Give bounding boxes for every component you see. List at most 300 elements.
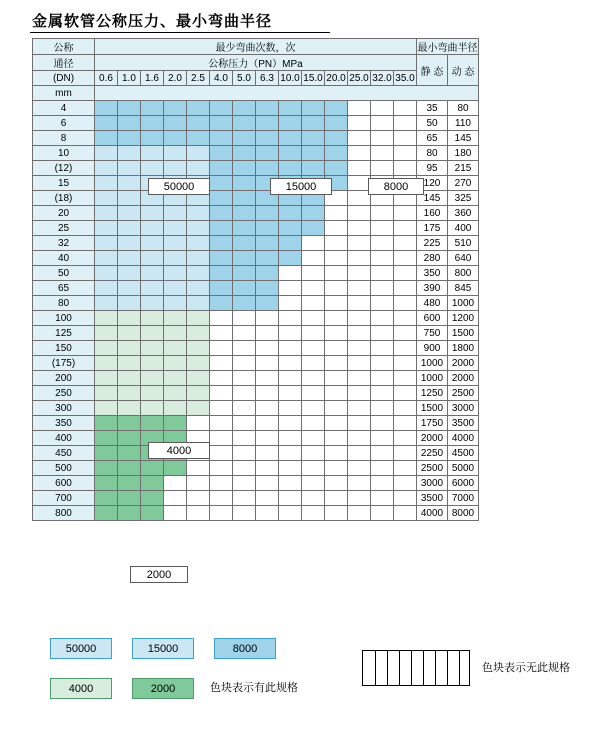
cell-r5-c6 bbox=[233, 176, 256, 191]
cell-r13-c12 bbox=[371, 296, 394, 311]
cell-r8-c7 bbox=[256, 221, 279, 236]
cell-r10-c7 bbox=[256, 251, 279, 266]
cell-r1-c7 bbox=[256, 116, 279, 131]
cell-r12-c3 bbox=[164, 281, 187, 296]
cell-r23-c9 bbox=[302, 446, 325, 461]
cell-r0-c12 bbox=[371, 101, 394, 116]
cell-r18-c11 bbox=[348, 371, 371, 386]
row-dynamic-radius: 4000 bbox=[448, 431, 479, 446]
cell-r25-c0 bbox=[95, 476, 118, 491]
cell-r2-c1 bbox=[118, 131, 141, 146]
cell-r9-c12 bbox=[371, 236, 394, 251]
cell-r13-c10 bbox=[325, 296, 348, 311]
cell-r16-c12 bbox=[371, 341, 394, 356]
row-dn: 100 bbox=[33, 311, 95, 326]
cell-r8-c1 bbox=[118, 221, 141, 236]
cell-r18-c7 bbox=[256, 371, 279, 386]
header-pressure-col-9: 15.0 bbox=[303, 72, 323, 84]
cell-r19-c13 bbox=[394, 386, 417, 401]
cell-r9-c13 bbox=[394, 236, 417, 251]
cell-r12-c11 bbox=[348, 281, 371, 296]
cell-r24-c2 bbox=[141, 461, 164, 476]
row-static-radius: 1000 bbox=[417, 356, 448, 371]
cell-r3-c10 bbox=[325, 146, 348, 161]
row-dynamic-radius: 80 bbox=[448, 101, 479, 116]
cell-r22-c12 bbox=[371, 431, 394, 446]
cell-r7-c11 bbox=[348, 206, 371, 221]
cell-r2-c5 bbox=[210, 131, 233, 146]
cell-r17-c13 bbox=[394, 356, 417, 371]
cell-r4-c2 bbox=[141, 161, 164, 176]
header-pressure-col-2: 1.6 bbox=[141, 71, 164, 86]
cell-r20-c2 bbox=[141, 401, 164, 416]
row-dn: 400 bbox=[33, 431, 95, 446]
header-static: 静 态 bbox=[417, 55, 448, 86]
cell-r27-c0 bbox=[95, 506, 118, 521]
cell-r8-c11 bbox=[348, 221, 371, 236]
cell-r20-c10 bbox=[325, 401, 348, 416]
table-row bbox=[33, 461, 479, 476]
row-dynamic-radius: 6000 bbox=[448, 476, 479, 491]
cell-r23-c11 bbox=[348, 446, 371, 461]
row-static-radius: 65 bbox=[417, 131, 448, 146]
row-dn: 200 bbox=[33, 371, 95, 386]
cell-r2-c11 bbox=[348, 131, 371, 146]
cell-r9-c11 bbox=[348, 236, 371, 251]
cell-r21-c1 bbox=[118, 416, 141, 431]
row-dynamic-radius: 180 bbox=[448, 146, 479, 161]
cell-r8-c3 bbox=[164, 221, 187, 236]
cell-r11-c9 bbox=[302, 266, 325, 281]
cell-r9-c10 bbox=[325, 236, 348, 251]
header-pressure-col-8: 10.0 bbox=[280, 72, 300, 84]
cell-r26-c5 bbox=[210, 491, 233, 506]
cell-r17-c2 bbox=[141, 356, 164, 371]
table-row bbox=[33, 476, 479, 491]
cell-r9-c5 bbox=[210, 236, 233, 251]
cell-r19-c12 bbox=[371, 386, 394, 401]
cell-r12-c12 bbox=[371, 281, 394, 296]
cell-r10-c12 bbox=[371, 251, 394, 266]
row-static-radius: 175 bbox=[417, 221, 448, 236]
cell-r0-c10 bbox=[325, 101, 348, 116]
cell-r25-c10 bbox=[325, 476, 348, 491]
cell-r24-c0 bbox=[95, 461, 118, 476]
cell-r11-c6 bbox=[233, 266, 256, 281]
row-dn: 40 bbox=[33, 251, 95, 266]
cell-r3-c12 bbox=[371, 146, 394, 161]
cell-r2-c3 bbox=[164, 131, 187, 146]
row-dn: 10 bbox=[33, 146, 95, 161]
cell-r22-c6 bbox=[233, 431, 256, 446]
row-dn: 15 bbox=[33, 176, 95, 191]
cell-r18-c4 bbox=[187, 371, 210, 386]
table-row bbox=[33, 371, 479, 386]
cell-r25-c6 bbox=[233, 476, 256, 491]
table-row bbox=[33, 326, 479, 341]
row-static-radius: 900 bbox=[417, 341, 448, 356]
row-static-radius: 750 bbox=[417, 326, 448, 341]
cell-r6-c5 bbox=[210, 191, 233, 206]
cell-r4-c9 bbox=[302, 161, 325, 176]
cell-r0-c9 bbox=[302, 101, 325, 116]
row-static-radius: 50 bbox=[417, 116, 448, 131]
legend-item-8000: 8000 bbox=[214, 638, 276, 659]
cell-r16-c2 bbox=[141, 341, 164, 356]
table-row bbox=[33, 356, 479, 371]
overlay-15000: 15000 bbox=[270, 178, 332, 195]
cell-r20-c11 bbox=[348, 401, 371, 416]
cell-r19-c2 bbox=[141, 386, 164, 401]
cell-r17-c11 bbox=[348, 356, 371, 371]
row-static-radius: 1750 bbox=[417, 416, 448, 431]
cell-r16-c4 bbox=[187, 341, 210, 356]
row-static-radius: 350 bbox=[417, 266, 448, 281]
cell-r7-c4 bbox=[187, 206, 210, 221]
cell-r16-c8 bbox=[279, 341, 302, 356]
row-dynamic-radius: 640 bbox=[448, 251, 479, 266]
row-dn: 25 bbox=[33, 221, 95, 236]
cell-r22-c13 bbox=[394, 431, 417, 446]
cell-r1-c6 bbox=[233, 116, 256, 131]
cell-r20-c1 bbox=[118, 401, 141, 416]
cell-r3-c8 bbox=[279, 146, 302, 161]
cell-r23-c12 bbox=[371, 446, 394, 461]
cell-r21-c10 bbox=[325, 416, 348, 431]
cell-r1-c12 bbox=[371, 116, 394, 131]
cell-r14-c10 bbox=[325, 311, 348, 326]
row-dn: 4 bbox=[33, 101, 95, 116]
cell-r3-c13 bbox=[394, 146, 417, 161]
cell-r3-c6 bbox=[233, 146, 256, 161]
legend-item-15000: 15000 bbox=[132, 638, 194, 659]
legend-item-2000: 2000 bbox=[132, 678, 194, 699]
cell-r10-c0 bbox=[95, 251, 118, 266]
cell-r26-c9 bbox=[302, 491, 325, 506]
cell-r2-c12 bbox=[371, 131, 394, 146]
row-static-radius: 480 bbox=[417, 296, 448, 311]
cell-r9-c7 bbox=[256, 236, 279, 251]
cell-r21-c2 bbox=[141, 416, 164, 431]
cell-r24-c8 bbox=[279, 461, 302, 476]
cell-r18-c3 bbox=[164, 371, 187, 386]
cell-r2-c0 bbox=[95, 131, 118, 146]
cell-r2-c4 bbox=[187, 131, 210, 146]
cell-r1-c5 bbox=[210, 116, 233, 131]
cell-r5-c1 bbox=[118, 176, 141, 191]
cell-r21-c7 bbox=[256, 416, 279, 431]
cell-r1-c8 bbox=[279, 116, 302, 131]
cell-r20-c12 bbox=[371, 401, 394, 416]
table-row bbox=[33, 446, 479, 461]
cell-r14-c12 bbox=[371, 311, 394, 326]
header-pressure-col-6: 5.0 bbox=[233, 71, 256, 86]
cell-r10-c9 bbox=[302, 251, 325, 266]
cell-r19-c7 bbox=[256, 386, 279, 401]
cell-r24-c3 bbox=[164, 461, 187, 476]
row-dynamic-radius: 270 bbox=[448, 176, 479, 191]
row-static-radius: 80 bbox=[417, 146, 448, 161]
cell-r2-c9 bbox=[302, 131, 325, 146]
title-underline bbox=[30, 32, 330, 33]
cell-r20-c9 bbox=[302, 401, 325, 416]
cell-r26-c7 bbox=[256, 491, 279, 506]
cell-r11-c7 bbox=[256, 266, 279, 281]
row-dn: 50 bbox=[33, 266, 95, 281]
cell-r27-c8 bbox=[279, 506, 302, 521]
row-dynamic-radius: 145 bbox=[448, 131, 479, 146]
table-row bbox=[33, 116, 479, 131]
legend bbox=[32, 636, 572, 716]
cell-r17-c1 bbox=[118, 356, 141, 371]
cell-r9-c9 bbox=[302, 236, 325, 251]
cell-r22-c9 bbox=[302, 431, 325, 446]
header-pressure-col-0: 0.6 bbox=[95, 71, 118, 86]
cell-r14-c7 bbox=[256, 311, 279, 326]
cell-r2-c2 bbox=[141, 131, 164, 146]
cell-r24-c13 bbox=[394, 461, 417, 476]
cell-r7-c7 bbox=[256, 206, 279, 221]
cell-r21-c5 bbox=[210, 416, 233, 431]
row-dn: 300 bbox=[33, 401, 95, 416]
cell-r17-c5 bbox=[210, 356, 233, 371]
cell-r21-c0 bbox=[95, 416, 118, 431]
cell-r8-c0 bbox=[95, 221, 118, 236]
cell-r25-c12 bbox=[371, 476, 394, 491]
cell-r27-c7 bbox=[256, 506, 279, 521]
cell-r3-c7 bbox=[256, 146, 279, 161]
cell-r20-c5 bbox=[210, 401, 233, 416]
cell-r15-c5 bbox=[210, 326, 233, 341]
cell-r26-c3 bbox=[164, 491, 187, 506]
cell-r7-c10 bbox=[325, 206, 348, 221]
cell-r23-c6 bbox=[233, 446, 256, 461]
cell-r9-c4 bbox=[187, 236, 210, 251]
header-filler bbox=[95, 86, 479, 101]
cell-r23-c13 bbox=[394, 446, 417, 461]
row-dynamic-radius: 215 bbox=[448, 161, 479, 176]
cell-r24-c9 bbox=[302, 461, 325, 476]
cell-r27-c1 bbox=[118, 506, 141, 521]
cell-r12-c5 bbox=[210, 281, 233, 296]
cell-r0-c11 bbox=[348, 101, 371, 116]
overlay-2000: 2000 bbox=[130, 566, 188, 583]
cell-r4-c10 bbox=[325, 161, 348, 176]
cell-r21-c13 bbox=[394, 416, 417, 431]
cell-r4-c0 bbox=[95, 161, 118, 176]
cell-r10-c5 bbox=[210, 251, 233, 266]
row-static-radius: 2500 bbox=[417, 461, 448, 476]
cell-r15-c13 bbox=[394, 326, 417, 341]
cell-r26-c4 bbox=[187, 491, 210, 506]
table-row bbox=[33, 491, 479, 506]
cell-r7-c6 bbox=[233, 206, 256, 221]
cell-r20-c3 bbox=[164, 401, 187, 416]
cell-r15-c3 bbox=[164, 326, 187, 341]
cell-r22-c8 bbox=[279, 431, 302, 446]
cell-r1-c13 bbox=[394, 116, 417, 131]
cell-r21-c8 bbox=[279, 416, 302, 431]
cell-r19-c9 bbox=[302, 386, 325, 401]
cell-r1-c2 bbox=[141, 116, 164, 131]
cell-r18-c0 bbox=[95, 371, 118, 386]
cell-r3-c9 bbox=[302, 146, 325, 161]
row-dn: (18) bbox=[33, 191, 95, 206]
cell-r2-c8 bbox=[279, 131, 302, 146]
cell-r16-c1 bbox=[118, 341, 141, 356]
cell-r25-c4 bbox=[187, 476, 210, 491]
row-static-radius: 1500 bbox=[417, 401, 448, 416]
legend-item-50000: 50000 bbox=[50, 638, 112, 659]
cell-r22-c7 bbox=[256, 431, 279, 446]
cell-r17-c4 bbox=[187, 356, 210, 371]
cell-r24-c4 bbox=[187, 461, 210, 476]
header-pressure-col-4: 2.5 bbox=[187, 71, 210, 86]
table-row bbox=[33, 386, 479, 401]
overlay-50000: 50000 bbox=[148, 178, 210, 195]
cell-r0-c1 bbox=[118, 101, 141, 116]
overlay-4000: 4000 bbox=[148, 442, 210, 459]
table-row bbox=[33, 506, 479, 521]
cell-r26-c11 bbox=[348, 491, 371, 506]
cell-r16-c0 bbox=[95, 341, 118, 356]
cell-r7-c8 bbox=[279, 206, 302, 221]
cell-r8-c12 bbox=[371, 221, 394, 236]
header-pressure-col-12: 32.0 bbox=[372, 72, 392, 84]
row-static-radius: 1000 bbox=[417, 371, 448, 386]
cell-r25-c5 bbox=[210, 476, 233, 491]
cell-r27-c6 bbox=[233, 506, 256, 521]
row-dynamic-radius: 800 bbox=[448, 266, 479, 281]
row-dynamic-radius: 3500 bbox=[448, 416, 479, 431]
row-dn: 500 bbox=[33, 461, 95, 476]
cell-r14-c4 bbox=[187, 311, 210, 326]
row-dn: 6 bbox=[33, 116, 95, 131]
row-static-radius: 280 bbox=[417, 251, 448, 266]
table-row bbox=[33, 221, 479, 236]
legend-item-4000: 4000 bbox=[50, 678, 112, 699]
cell-r16-c13 bbox=[394, 341, 417, 356]
header-dn-line1: 公称 bbox=[33, 39, 95, 55]
cell-r18-c5 bbox=[210, 371, 233, 386]
cell-r0-c4 bbox=[187, 101, 210, 116]
cell-r16-c11 bbox=[348, 341, 371, 356]
cell-r11-c3 bbox=[164, 266, 187, 281]
cell-r14-c13 bbox=[394, 311, 417, 326]
header-dn-line2: 通径 bbox=[33, 55, 95, 71]
cell-r19-c3 bbox=[164, 386, 187, 401]
cell-r20-c6 bbox=[233, 401, 256, 416]
table-row bbox=[33, 296, 479, 311]
row-static-radius: 3000 bbox=[417, 476, 448, 491]
cell-r14-c5 bbox=[210, 311, 233, 326]
cell-r18-c8 bbox=[279, 371, 302, 386]
cell-r21-c12 bbox=[371, 416, 394, 431]
cell-r26-c10 bbox=[325, 491, 348, 506]
cell-r13-c0 bbox=[95, 296, 118, 311]
cell-r11-c10 bbox=[325, 266, 348, 281]
header-pressure-col-13: 35.0 bbox=[395, 72, 415, 84]
row-dn: (175) bbox=[33, 356, 95, 371]
cell-r11-c0 bbox=[95, 266, 118, 281]
row-static-radius: 390 bbox=[417, 281, 448, 296]
row-dn: 250 bbox=[33, 386, 95, 401]
cell-r2-c13 bbox=[394, 131, 417, 146]
cell-r7-c9 bbox=[302, 206, 325, 221]
cell-r25-c9 bbox=[302, 476, 325, 491]
cell-r14-c1 bbox=[118, 311, 141, 326]
cell-r20-c4 bbox=[187, 401, 210, 416]
cell-r15-c11 bbox=[348, 326, 371, 341]
row-dn: 600 bbox=[33, 476, 95, 491]
cell-r22-c1 bbox=[118, 431, 141, 446]
cell-r13-c3 bbox=[164, 296, 187, 311]
cell-r5-c0 bbox=[95, 176, 118, 191]
table-row bbox=[33, 101, 479, 116]
row-dynamic-radius: 1800 bbox=[448, 341, 479, 356]
header-radius: 最小弯曲半径 bbox=[417, 39, 479, 55]
cell-r1-c10 bbox=[325, 116, 348, 131]
cell-r4-c8 bbox=[279, 161, 302, 176]
cell-r14-c11 bbox=[348, 311, 371, 326]
row-static-radius: 1250 bbox=[417, 386, 448, 401]
cell-r26-c0 bbox=[95, 491, 118, 506]
row-dn: 800 bbox=[33, 506, 95, 521]
cell-r27-c12 bbox=[371, 506, 394, 521]
row-dn: 32 bbox=[33, 236, 95, 251]
row-dynamic-radius: 360 bbox=[448, 206, 479, 221]
cell-r19-c11 bbox=[348, 386, 371, 401]
header-pressure-col-10: 20.0 bbox=[326, 72, 346, 84]
cell-r16-c10 bbox=[325, 341, 348, 356]
cell-r13-c6 bbox=[233, 296, 256, 311]
row-dn: 80 bbox=[33, 296, 95, 311]
cell-r18-c1 bbox=[118, 371, 141, 386]
cell-r26-c12 bbox=[371, 491, 394, 506]
cell-r14-c6 bbox=[233, 311, 256, 326]
cell-r23-c5 bbox=[210, 446, 233, 461]
cell-r18-c13 bbox=[394, 371, 417, 386]
table-row bbox=[33, 266, 479, 281]
cell-r19-c0 bbox=[95, 386, 118, 401]
cell-r8-c5 bbox=[210, 221, 233, 236]
cell-r20-c13 bbox=[394, 401, 417, 416]
legend-no-spec-swatch bbox=[362, 650, 470, 686]
cell-r3-c5 bbox=[210, 146, 233, 161]
cell-r25-c11 bbox=[348, 476, 371, 491]
cell-r24-c12 bbox=[371, 461, 394, 476]
cell-r0-c0 bbox=[95, 101, 118, 116]
cell-r1-c0 bbox=[95, 116, 118, 131]
cell-r25-c1 bbox=[118, 476, 141, 491]
row-dynamic-radius: 8000 bbox=[448, 506, 479, 521]
cell-r7-c0 bbox=[95, 206, 118, 221]
cell-r8-c13 bbox=[394, 221, 417, 236]
cell-r26-c13 bbox=[394, 491, 417, 506]
cell-r22-c11 bbox=[348, 431, 371, 446]
cell-r12-c2 bbox=[141, 281, 164, 296]
cell-r19-c6 bbox=[233, 386, 256, 401]
header-pressure-col-3: 2.0 bbox=[164, 71, 187, 86]
row-dn: 65 bbox=[33, 281, 95, 296]
cell-r0-c6 bbox=[233, 101, 256, 116]
cell-r23-c8 bbox=[279, 446, 302, 461]
cell-r18-c10 bbox=[325, 371, 348, 386]
cell-r17-c12 bbox=[371, 356, 394, 371]
cell-r9-c0 bbox=[95, 236, 118, 251]
table-row bbox=[33, 431, 479, 446]
row-static-radius: 145 bbox=[417, 191, 448, 206]
